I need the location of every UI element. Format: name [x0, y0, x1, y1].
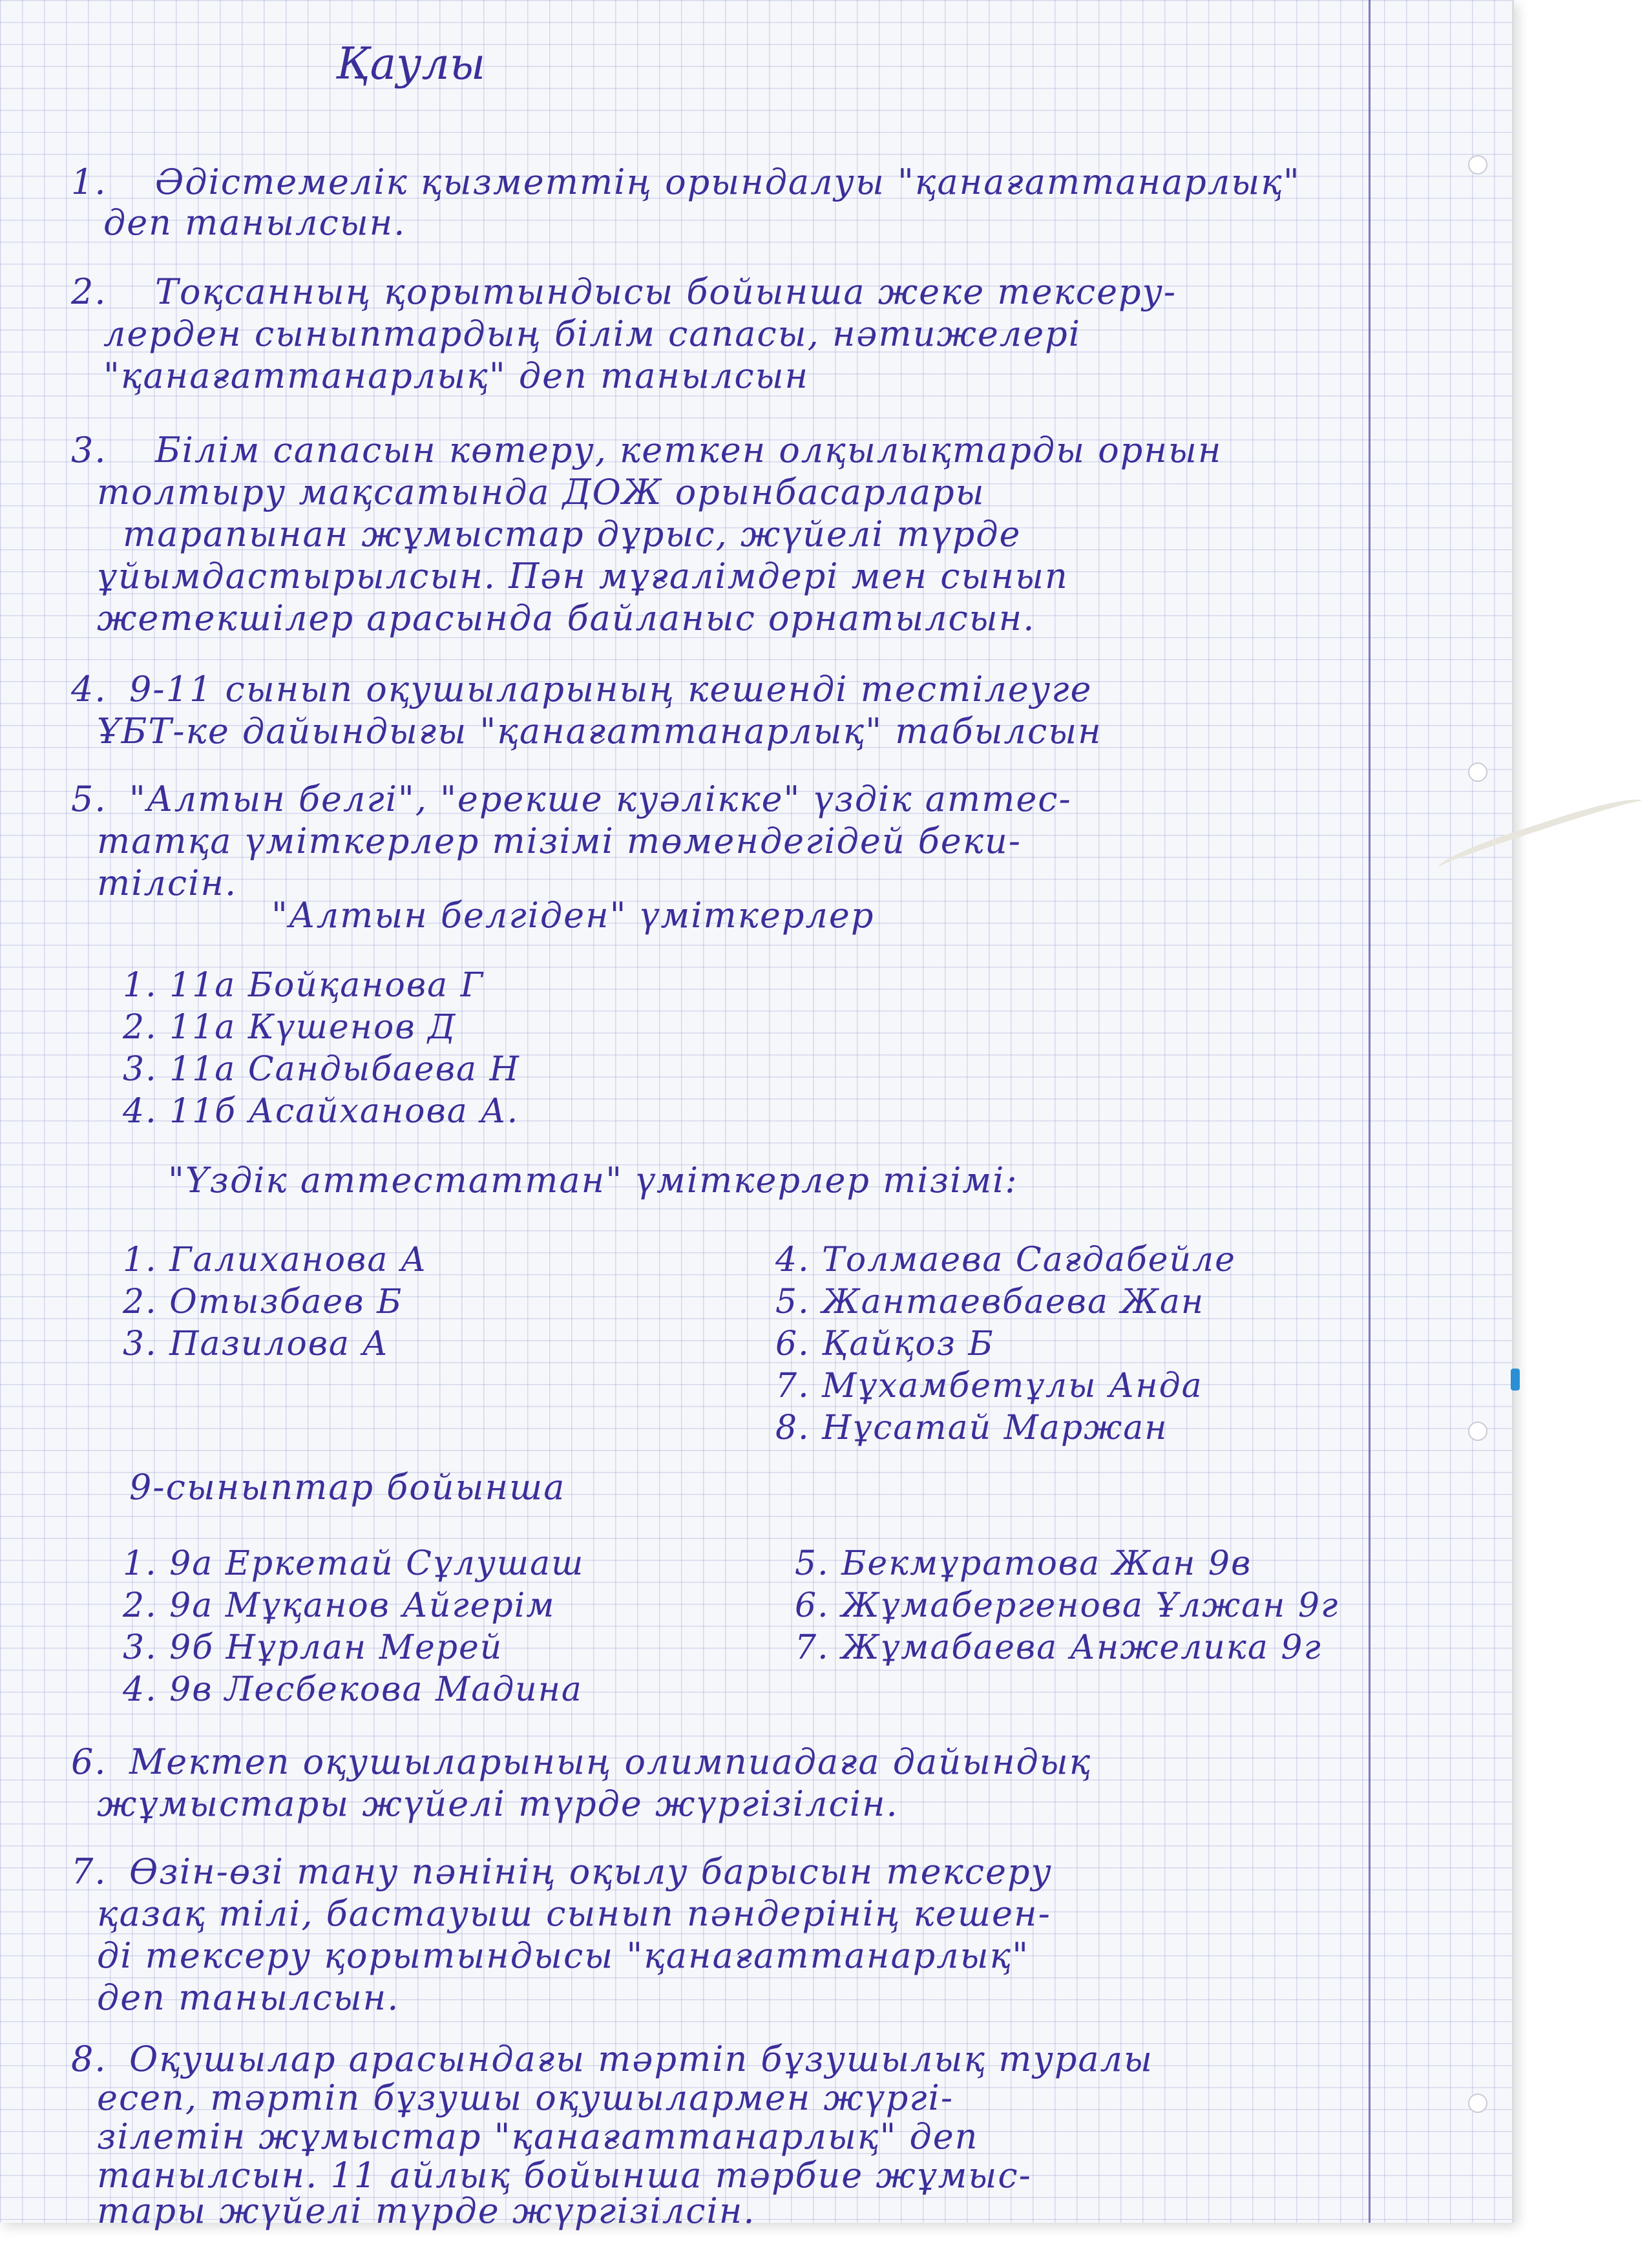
- item-line: Тоқсанның қорытындысы бойынша жеке тексеру-: [155, 271, 1177, 312]
- item-line: жетекшілер арасында байланыс орнатылсын.: [97, 598, 1036, 638]
- item-line: тарапынан жұмыстар дұрыс, жүйелі түрде: [123, 514, 1022, 554]
- honors-list-item: 8. Нұсатай Маржан: [775, 1409, 1168, 1447]
- item-number: 8.: [71, 2039, 107, 2079]
- item-line: деп танылсын.: [103, 202, 406, 243]
- gold-list-item: 4. 11б Асайханова А.: [123, 1092, 520, 1131]
- item-number: 7.: [71, 1851, 107, 1892]
- grade9-list-item: 1. 9а Еркетай Сұлушаш: [123, 1544, 585, 1583]
- grade9-list-item: 7. Жұмабаева Анжелика 9г: [795, 1628, 1322, 1667]
- item-line: ді тексеру қорытындысы "қанағаттанарлық": [97, 1935, 1030, 1976]
- honors-list-item: 6. Қайқоз Б: [775, 1325, 994, 1363]
- item-line: толтыру мақсатында ДОЖ орынбасарлары: [97, 472, 985, 512]
- grade9-list-item: 3. 9б Нұрлан Мерей: [123, 1628, 503, 1667]
- item-line: "қанағаттанарлық" деп танылсын: [103, 355, 810, 396]
- punch-hole: [1468, 2094, 1487, 2113]
- gold-list-item: 3. 11а Сандыбаева Н: [123, 1050, 520, 1089]
- punch-hole: [1468, 155, 1487, 174]
- item-number: 2.: [71, 271, 107, 312]
- item-line: зілетін жұмыстар "қанағаттанарлық" деп: [97, 2116, 979, 2157]
- ink-mark: [1511, 1369, 1520, 1391]
- item-line: жұмыстары жүйелі түрде жүргізілсін.: [97, 1783, 899, 1824]
- margin-line: [1369, 0, 1371, 2223]
- item-line: 9-11 сынып оқушыларының кешенді тестілеуге: [129, 669, 1093, 709]
- item-line: қазақ тілі, бастауыш сынып пәндерінің кешен-: [97, 1893, 1051, 1934]
- item-line: татқа үміткерлер тізімі төмендегідей беки-: [97, 821, 1022, 861]
- item-line: "Алтын белгі", "ерекше куәлікке" үздік аттес-: [129, 779, 1072, 819]
- honors-section-title: "Үздік аттестаттан" үміткерлер тізімі:: [168, 1160, 1018, 1201]
- item-line: тілсін.: [97, 863, 238, 903]
- item-line: ҰБТ-ке дайындығы "қанағаттанарлық" табылсын: [97, 711, 1102, 751]
- item-number: 1.: [71, 162, 107, 202]
- item-line: тары жүйелі түрде жүргізілсін.: [97, 2190, 756, 2231]
- gold-list-item: 2. 11а Күшенов Д: [123, 1008, 457, 1047]
- honors-list-item: 5. Жантаевбаева Жан: [775, 1283, 1205, 1321]
- grade9-list-item: 6. Жұмабергенова Ұлжан 9г: [795, 1586, 1339, 1625]
- item-line: Әдістемелік қызметтің орындалуы "қанағаттанарлық": [155, 162, 1301, 202]
- item-line: танылсын. 11 айлық бойынша тәрбие жұмыс-: [97, 2155, 1032, 2196]
- grade9-section-title: 9-сыныптар бойынша: [129, 1467, 566, 1507]
- honors-list-item: 2. Отызбаев Б: [123, 1283, 403, 1321]
- honors-list-item: 3. Пазилова А: [123, 1325, 389, 1363]
- gold-list-item: 1. 11а Бойқанова Г: [123, 966, 485, 1005]
- item-line: Мектеп оқушыларының олимпиадаға дайындық: [129, 1741, 1092, 1782]
- item-line: ұйымдастырылсын. Пән мұғалімдері мен сынып: [97, 556, 1069, 596]
- page-heading: Қаулы: [336, 39, 486, 90]
- item-number: 5.: [71, 779, 107, 819]
- item-number: 4.: [71, 669, 107, 709]
- punch-hole: [1468, 762, 1487, 782]
- grade9-list-item: 5. Бекмұратова Жан 9в: [795, 1544, 1252, 1583]
- gold-section-title: "Алтын белгіден" үміткерлер: [271, 895, 875, 936]
- item-line: Оқушылар арасындағы тәртіп бұзушылық туралы: [129, 2039, 1153, 2079]
- grade9-list-item: 4. 9в Лесбекова Мадина: [123, 1670, 583, 1709]
- honors-list-item: 4. Толмаева Сағдабейле: [775, 1241, 1236, 1279]
- item-number: 3.: [71, 430, 107, 470]
- honors-list-item: 1. Галиханова А: [123, 1241, 428, 1279]
- item-line: лерден сыныптардың білім сапасы, нәтижелері: [103, 313, 1081, 354]
- item-number: 6.: [71, 1741, 107, 1782]
- grade9-list-item: 2. 9а Мұқанов Айгерім: [123, 1586, 556, 1625]
- punch-hole: [1468, 1422, 1487, 1441]
- item-line: Өзін-өзі тану пәнінің оқылу барысын тексеру: [129, 1851, 1053, 1892]
- honors-list-item: 7. Мұхамбетұлы Анда: [775, 1367, 1203, 1405]
- item-line: Білім сапасын көтеру, кеткен олқылықтарды орнын: [155, 430, 1223, 470]
- item-line: есеп, тәртіп бұзушы оқушылармен жүргі-: [97, 2077, 954, 2118]
- item-line: деп танылсын.: [97, 1977, 400, 2018]
